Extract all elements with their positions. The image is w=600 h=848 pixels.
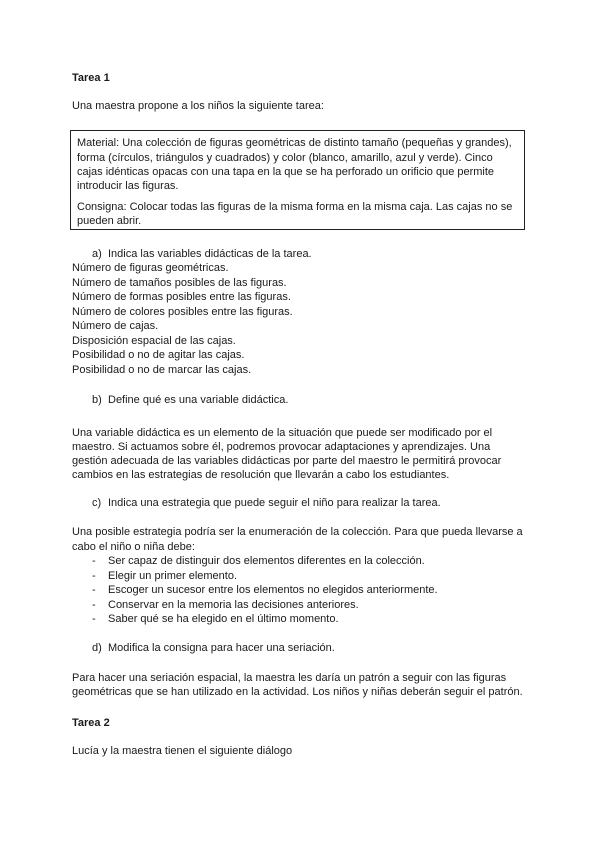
consigna-line: pueden abrir. bbox=[77, 215, 142, 227]
answer-a-item: Posibilidad o no de marcar las cajas. bbox=[72, 364, 252, 376]
task1-intro: Una maestra propone a los niños la siguiente tarea: bbox=[72, 100, 324, 112]
answer-d-line: geométricas que se han utilizado en la actividad. Los niños y niñas deberán seguir el patrón. bbox=[72, 686, 523, 698]
answer-c-line: cabo el niño o niña debe: bbox=[72, 541, 195, 553]
question-d: Modifica la consigna para hacer una seriación. bbox=[108, 642, 335, 654]
bullet-dash: - bbox=[92, 613, 96, 625]
answer-a-item: Número de figuras geométricas. bbox=[72, 262, 229, 274]
question-b: Define qué es una variable didáctica. bbox=[108, 394, 289, 406]
answer-c-bullet: Saber qué se ha elegido en el último momento. bbox=[108, 613, 339, 625]
answer-c-bullet: Conservar en la memoria las decisiones anteriores. bbox=[108, 599, 359, 611]
bullet-dash: - bbox=[92, 570, 96, 582]
task2-title: Tarea 2 bbox=[72, 717, 110, 729]
answer-b-line: maestro. Si actuamos sobre él, podremos provocar adaptaciones y aprendizajes. Una bbox=[72, 441, 491, 453]
consigna-line: Consigna: Colocar todas las figuras de la misma forma en la misma caja. Las cajas no se bbox=[77, 201, 513, 213]
question-a-marker: a) bbox=[92, 248, 102, 260]
material-line: Material: Una colección de figuras geométricas de distinto tamaño (pequeñas y grandes), bbox=[77, 137, 512, 149]
answer-c-bullet: Ser capaz de distinguir dos elementos diferentes en la colección. bbox=[108, 555, 425, 567]
question-c: Indica una estrategia que puede seguir el niño para realizar la tarea. bbox=[108, 497, 441, 509]
answer-a-item: Número de tamaños posibles de las figuras. bbox=[72, 277, 287, 289]
answer-c-bullet: Elegir un primer elemento. bbox=[108, 570, 238, 582]
question-a: Indica las variables didácticas de la tarea. bbox=[108, 248, 312, 260]
answer-a-item: Posibilidad o no de agitar las cajas. bbox=[72, 349, 245, 361]
task1-title: Tarea 1 bbox=[72, 72, 110, 84]
material-line: introducir las figuras. bbox=[77, 180, 179, 192]
answer-d-line: Para hacer una seriación espacial, la maestra les daría un patrón a seguir con las figuras bbox=[72, 672, 507, 684]
answer-a-item: Disposición espacial de las cajas. bbox=[72, 335, 236, 347]
answer-c-bullet: Escoger un sucesor entre los elementos no elegidos anteriormente. bbox=[108, 584, 438, 596]
answer-b-line: cambios en las estrategias de resolución que llevarán a cabo los estudiantes. bbox=[72, 469, 450, 481]
bullet-dash: - bbox=[92, 584, 96, 596]
bullet-dash: - bbox=[92, 555, 96, 567]
answer-b-line: Una variable didáctica es un elemento de la situación que puede ser modificado por el bbox=[72, 427, 493, 439]
material-line: forma (círculos, triángulos y cuadrados) y color (blanco, amarillo, azul y verde). Cinco bbox=[77, 152, 493, 164]
answer-a-item: Número de formas posibles entre las figuras. bbox=[72, 291, 291, 303]
answer-c-line: Una posible estrategia podría ser la enumeración de la colección. Para que pueda llevarse a bbox=[72, 526, 523, 538]
answer-b-line: gestión adecuada de las variables didácticas por parte del maestro le permitirá provocar bbox=[72, 455, 502, 467]
question-c-marker: c) bbox=[92, 497, 102, 509]
bullet-dash: - bbox=[92, 599, 96, 611]
material-line: cajas idénticas opacas con una tapa en la que se ha perforado un orificio que permite bbox=[77, 166, 495, 178]
answer-a-item: Número de colores posibles entre las figuras. bbox=[72, 306, 293, 318]
answer-a-item: Número de cajas. bbox=[72, 320, 159, 332]
question-b-marker: b) bbox=[92, 394, 102, 406]
task2-intro: Lucía y la maestra tienen el siguiente diálogo bbox=[72, 745, 293, 757]
question-d-marker: d) bbox=[92, 642, 102, 654]
